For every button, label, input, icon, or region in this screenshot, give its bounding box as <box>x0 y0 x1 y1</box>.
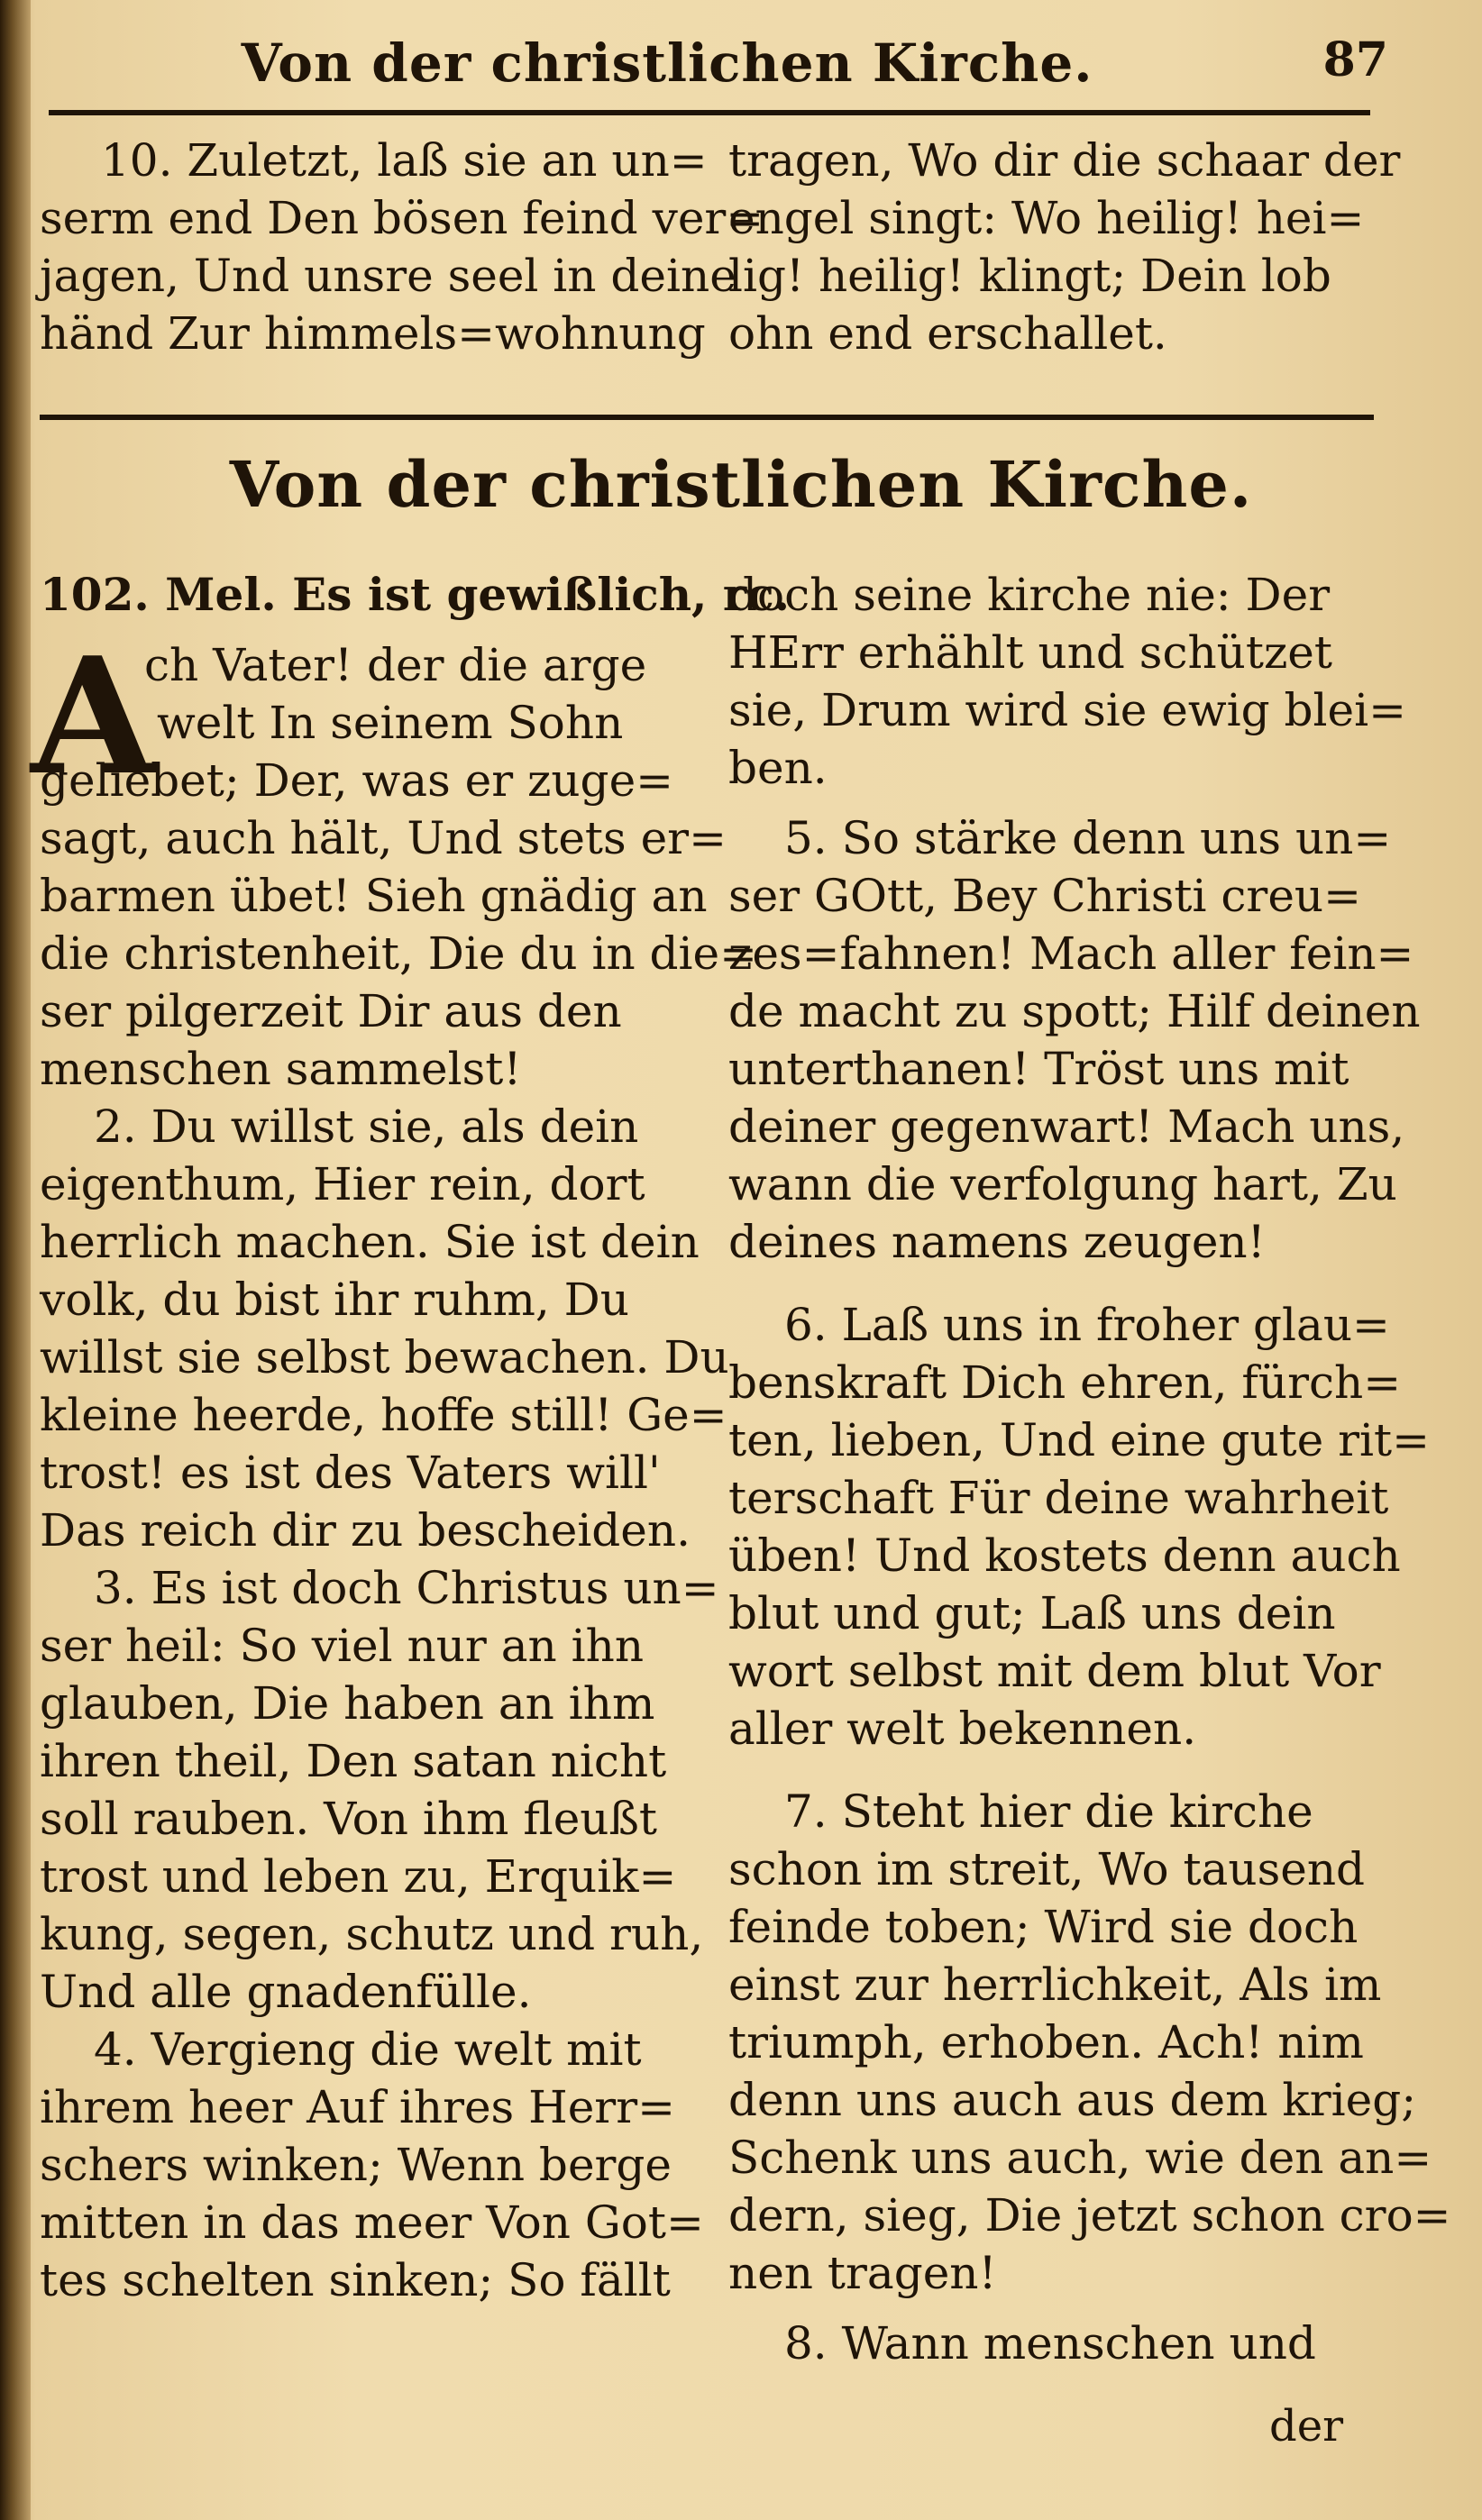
text-line: ser GOtt, Bey Christi creu= <box>728 870 1362 922</box>
drop-cap: A <box>31 622 156 810</box>
text-line: de macht zu spott; Hilf deinen <box>728 985 1421 1037</box>
text-line: engel singt: Wo heilig! hei= <box>728 192 1365 244</box>
page-header <box>54 27 1388 99</box>
text-line: trost und leben zu, Erquik= <box>40 1850 677 1903</box>
text-line: sie, Drum wird sie ewig blei= <box>728 684 1407 736</box>
text-line: schers winken; Wenn berge <box>40 2139 672 2191</box>
text-line: welt In seinem Sohn <box>157 697 624 749</box>
page-number: 87 <box>1322 32 1388 87</box>
text-line: denn uns auch aus dem krieg; <box>728 2074 1417 2126</box>
text-line: HErr erhählt und schützet <box>728 626 1332 679</box>
text-line: zes=fahnen! Mach aller fein= <box>728 927 1414 980</box>
text-line: serm end Den bösen feind ver= <box>40 192 764 244</box>
text-line: kleine heerde, hoffe still! Ge= <box>40 1389 727 1441</box>
text-line: trost! es ist des Vaters will' <box>40 1447 661 1499</box>
text-line: ohn end erschallet. <box>728 307 1167 360</box>
text-line: geliebet; Der, was er zuge= <box>40 754 674 807</box>
text-line: ser pilgerzeit Dir aus den <box>40 985 622 1037</box>
text-line: wort selbst mit dem blut Vor <box>728 1645 1381 1697</box>
text-line: benskraft Dich ehren, fürch= <box>728 1356 1402 1409</box>
text-line: ben. <box>728 742 828 794</box>
text-line: terschaft Für deine wahrheit <box>728 1472 1389 1524</box>
text-line: Das reich dir zu bescheiden. <box>40 1504 691 1557</box>
text-line: 3. Es ist doch Christus un= <box>94 1562 719 1614</box>
text-line: ch Vater! der die arge <box>144 639 647 691</box>
book-spine-shadow <box>0 0 31 2520</box>
text-line: üben! Und kostets denn auch <box>728 1529 1401 1582</box>
text-line: blut und gut; Laß uns dein <box>728 1587 1336 1639</box>
text-line: deines namens zeugen! <box>728 1216 1266 1268</box>
text-line: 2. Du willst sie, als dein <box>94 1100 639 1153</box>
text-line: Schenk uns auch, wie den an= <box>728 2132 1432 2184</box>
text-line: ser heil: So viel nur an ihn <box>40 1620 645 1672</box>
text-line: barmen übet! Sieh gnädig an <box>40 870 708 922</box>
text-line: nen tragen! <box>728 2247 997 2299</box>
text-line: schon im streit, Wo tausend <box>728 1843 1366 1895</box>
text-line: sagt, auch hält, Und stets er= <box>40 812 727 864</box>
text-line: feinde toben; Wird sie doch <box>728 1901 1358 1953</box>
text-line: tes schelten sinken; So fällt <box>40 2254 671 2306</box>
text-line: tragen, Wo dir die schaar der <box>728 134 1401 187</box>
text-line: volk, du bist ihr ruhm, Du <box>40 1274 629 1326</box>
text-line: 5. So stärke denn uns un= <box>784 812 1392 864</box>
text-line: einst zur herrlichkeit, Als im <box>728 1958 1382 2011</box>
text-line: menschen sammelst! <box>40 1043 522 1095</box>
text-line: triumph, erhoben. Ach! nim <box>728 2016 1364 2068</box>
text-line: händ Zur himmels=wohnung <box>40 307 706 360</box>
text-line: Und alle gnadenfülle. <box>40 1966 532 2018</box>
text-line: dern, sieg, Die jetzt schon cro= <box>728 2189 1451 2242</box>
text-line: unterthanen! Tröst uns mit <box>728 1043 1349 1095</box>
text-line: die christenheit, Die du in die= <box>40 927 758 980</box>
text-line: ihren theil, Den satan nicht <box>40 1735 667 1787</box>
text-line: kung, segen, schutz und ruh, <box>40 1908 704 1960</box>
text-line: 4. Vergieng die welt mit <box>94 2023 642 2076</box>
text-line: herrlich machen. Sie ist dein <box>40 1216 700 1268</box>
text-line: mitten in das meer Von Got= <box>40 2196 704 2249</box>
text-line: doch seine kirche nie: Der <box>728 569 1331 621</box>
section-rule <box>40 415 1374 420</box>
hymn-heading: 102. Mel. Es ist gewißlich, rc. <box>40 568 791 621</box>
text-line: aller welt bekennen. <box>728 1703 1197 1755</box>
text-line: jagen, Und unsre seel in deine <box>40 250 736 302</box>
text-line: 10. Zuletzt, laß sie an un= <box>101 134 708 187</box>
text-line: ten, lieben, Und eine gute rit= <box>728 1414 1431 1466</box>
text-line: willst sie selbst bewachen. Du <box>40 1331 729 1383</box>
text-line: 6. Laß uns in froher glau= <box>784 1299 1390 1351</box>
section-title: Von der christlichen Kirche. <box>229 447 1253 522</box>
running-title: Von der christlichen Kirche. <box>241 32 1093 94</box>
text-line: eigenthum, Hier rein, dort <box>40 1158 645 1210</box>
text-line: 7. Steht hier die kirche <box>784 1785 1313 1838</box>
text-line: glauben, Die haben an ihm <box>40 1677 655 1730</box>
text-line: soll rauben. Von ihm fleußt <box>40 1793 657 1845</box>
text-line: lig! heilig! klingt; Dein lob <box>728 250 1331 302</box>
text-line: 8. Wann menschen und <box>784 2317 1316 2369</box>
header-rule <box>49 110 1370 115</box>
text-line: wann die verfolgung hart, Zu <box>728 1158 1397 1210</box>
text-line: deiner gegenwart! Mach uns, <box>728 1100 1405 1153</box>
text-line: ihrem heer Auf ihres Herr= <box>40 2081 676 2133</box>
catchword: der <box>1269 2401 1344 2452</box>
